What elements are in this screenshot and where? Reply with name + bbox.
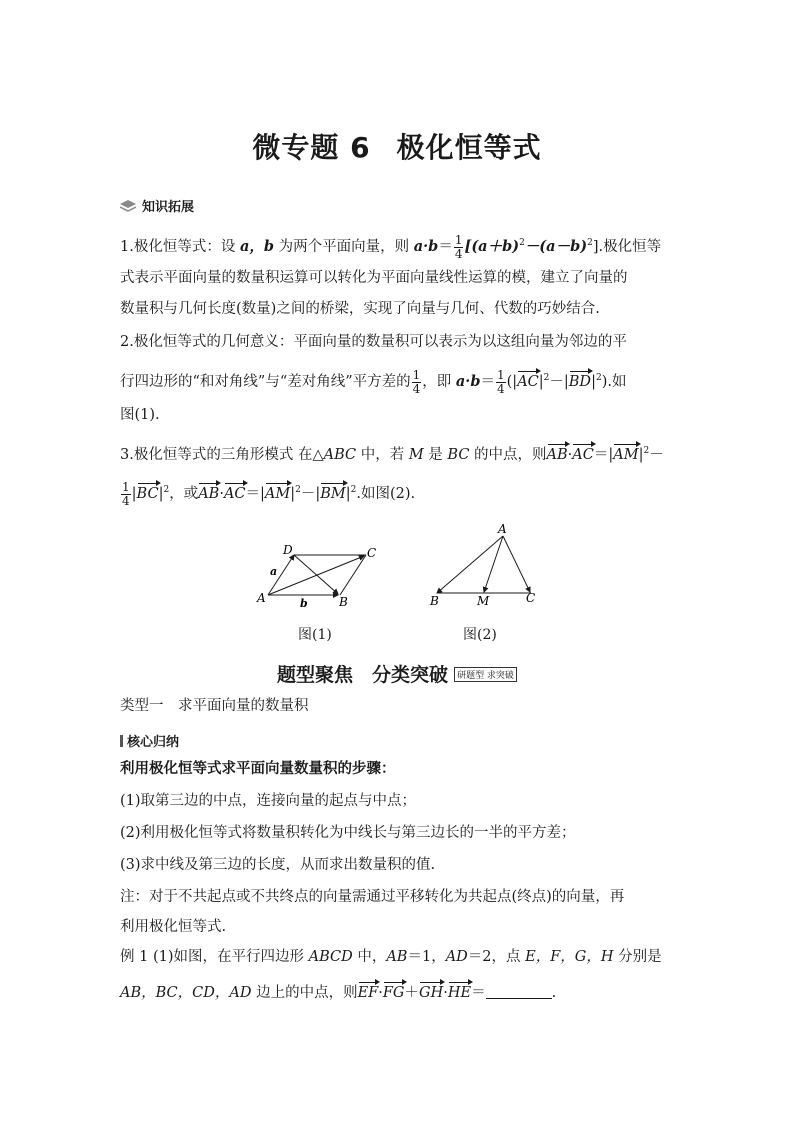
vector-ab: AB [198,486,220,502]
core-heading [120,731,179,750]
note-line1: 注：对于不共起点或不共终点的向量需通过平移转化为共起点(终点)的向量，再 [120,889,625,905]
section-knowledge-label: 知识拓展 [142,200,195,215]
p2-line1: 2.极化恒等式的几何意义：平面向量的数量积可以表示为以这组向量为邻边的平 [120,334,627,350]
fig2-label-a: A [498,522,507,536]
vector-ab: AB [546,447,568,463]
vector-ac: AC [223,486,246,502]
vector-ac: AC [517,374,539,390]
title-main: 微专题 6 [252,131,371,164]
fig2-label-m: M [477,594,490,608]
p1-dot: a·b [413,238,439,255]
fig2-label-b: B [430,594,439,608]
figure-1-parallelogram [250,540,390,615]
p2-fraction: $\frac{1}{4}$ [412,367,421,396]
vector-bm: BM [320,486,346,502]
section-banner [0,660,794,687]
fig1-diag-ac [268,556,364,595]
page-title [0,126,794,166]
layers-icon [120,200,136,212]
p3-line1: 3.极化恒等式的三角形模式 在△ABC 中，若 M 是 BC 的中点，则$AB\cdot AC=|AM|^2-$ [120,446,664,463]
figure-2-triangle [425,520,555,610]
ex1-text: 例 1 (1)如图，在平行四边形 [120,949,309,965]
steps-intro: 利用极化恒等式求平面向量数量积的步骤： [120,760,396,777]
p2-line2: 行四边形的“和对角线”与“差对角线”平方差的 $\frac{1}{4}$ ，即 a·b＝ $\frac{1}{4}$ $(|AC|^2-|BD|^2)$.如 [120,367,627,396]
p3-line2: $\frac{1}{4}$ $|BC|^2$，或$AB\cdot AC=|AM|^2-|BM|^2$.如图(2). [122,479,416,508]
vector-he: HE [447,985,472,1001]
vector-ac: AC [572,447,594,463]
title-sub: 极化恒等式 [396,131,542,164]
vector-fg: FG [382,985,405,1001]
p1-fraction: $\frac{1}{4}$ [454,232,463,261]
core-bar-icon [120,735,123,747]
vector-bc: BC [136,486,159,502]
p1-eq: ＝ [438,239,453,255]
vector-ef: EF [357,985,379,1001]
example1-line2: AB，BC，CD，AD 边上的中点，则EF·FG＋GH·HE＝ . [120,985,557,1001]
fig1-label-vec-a: a [270,565,278,578]
fig1-label-b: B [339,595,348,609]
p2-eq: ＝ [480,374,495,390]
fig1-label-c: C [367,546,377,560]
banner-tag: 研题型 求突破 [454,667,517,682]
p1-text: 为两个平面向量，则 [274,239,414,255]
step-3: (3)求中线及第三边的长度，从而求出数量积的值. [120,857,436,873]
step-1: (1)取第三边的中点，连接向量的起点与中点； [120,793,417,809]
p2-text: ，即 [422,374,456,390]
p3-text: 3.极化恒等式的三角形模式 在△ [120,447,324,463]
fig1-label-vec-b: b [300,597,308,610]
vector-bd: BD [568,374,592,390]
fig2-edge-ac [503,536,530,592]
p1-expr: －(a－b) [524,238,588,255]
p2-text: 行四边形的“和对角线”与“差对角线”平方差的 [120,374,411,390]
p3-fraction: $\frac{1}{4}$ [122,479,130,508]
answer-blank[interactable] [486,984,552,999]
p1-expr: [(a＋b) [464,238,520,255]
core-label: 核心归纳 [127,735,180,750]
p1-text: 1.极化恒等式：设 [120,239,240,255]
p1-line2: 式表示平面向量的数量积运算可以转化为平面向量线性运算的模，建立了向量的 [120,270,628,286]
p2-line3: 图(1). [120,407,160,423]
vector-gh: GH [419,985,444,1001]
section-knowledge [120,196,194,215]
p2-dot: a·b [455,373,481,390]
p1-vars: a，b [239,238,274,255]
fig1-diag-db [294,555,338,594]
fig1-label-a: A [257,591,266,605]
banner-title: 题型聚焦 分类突破 [277,664,449,686]
type1-heading: 类型一 求平面向量的数量积 [120,698,309,714]
fig1-label-d: D [283,543,293,557]
p1-line1: 1.极化恒等式：设 a，b 为两个平面向量，则 a·b＝ $\frac{1}{4}$ $[(a+b)^2-(a-b)^2]$.极化恒等 [120,232,662,261]
p2-fraction-2: $\frac{1}{4}$ [497,367,505,396]
vector-am: AM [264,486,291,502]
fig1-caption: 图(1) [298,627,332,643]
p3-var: ABC [323,447,357,463]
vector-am: AM [613,447,639,463]
p1-line3: 数量积与几何长度(数量)之间的桥梁，实现了向量与几何、代数的巧妙结合. [120,301,600,317]
note-line2: 利用极化恒等式. [120,919,227,935]
fig2-label-c: C [526,591,536,605]
example1-line1: 例 1 (1)如图，在平行四边形 ABCD 中，AB＝1，AD＝2，点 E，F，G，H 分别是 [120,949,662,965]
step-2: (2)利用极化恒等式将数量积转化为中线长与第三边长的一半的平方差； [120,825,576,841]
p1-text: ].极化恒等 [592,239,662,255]
fig2-caption: 图(2) [463,627,497,643]
